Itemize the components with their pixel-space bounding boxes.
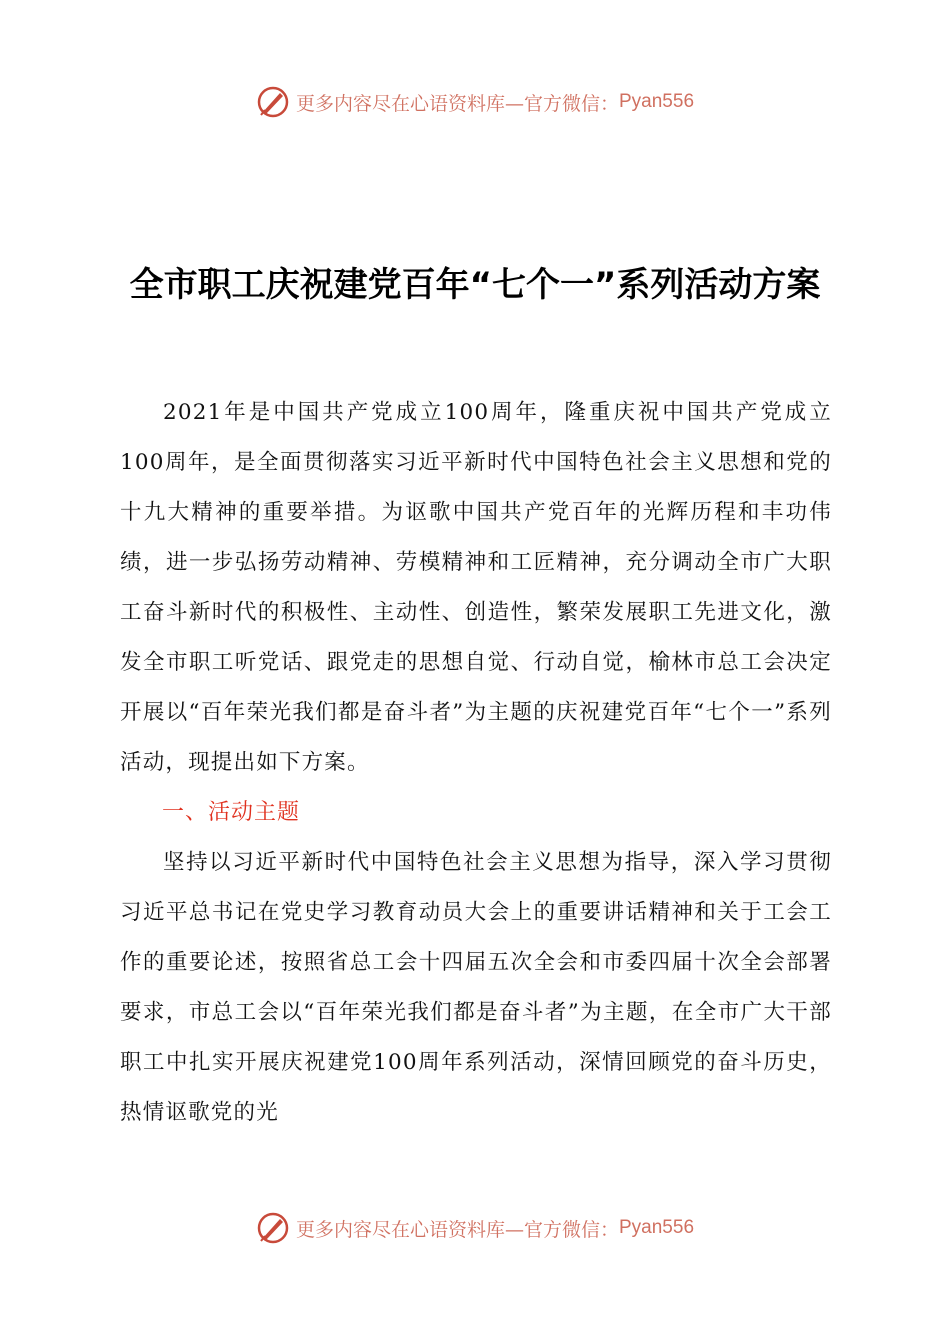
- pen-circle-icon: [256, 1211, 290, 1245]
- watermark-wechat-id: Pyan556: [619, 91, 695, 112]
- watermark-wechat-id: Pyan556: [619, 1217, 695, 1238]
- section-heading: 一、活动主题: [162, 800, 301, 825]
- watermark-header: [0, 82, 950, 122]
- intro-paragraph: 2021年是中国共产党成立100周年，隆重庆祝中国共产党成立100周年，是全面贯彻落实习近平新时代中国特色社会主义思想和党的十九大精神的重要举措。为讴歌中国共产党百年的光辉历程和丰功伟绩，进一步弘扬劳动精神、劳模精神和工匠精神，充分调动全市广大职工奋斗新时代的积极性、主动性、创造性，繁荣发展职工先进文化，激发全市职工听党话、跟党走的思想自觉、行动自觉，榆林市总工会决定开展以“百年荣光我们都是奋斗者”为主题的庆祝建党百年“七个一”系列活动，现提出如下方案。: [120, 400, 832, 775]
- document-body: [120, 388, 832, 1138]
- watermark-text: 更多内容尽在心语资料库—官方微信：: [295, 1218, 619, 1241]
- watermark-footer: [0, 1208, 950, 1248]
- section-paragraph: 坚持以习近平新时代中国特色社会主义思想为指导，深入学习贯彻习近平总书记在党史学习教育动员大会上的重要讲话精神和关于工会工作的重要论述，按照省总工会十四届五次全会和市委四届十次全会部署要求，市总工会以“百年荣光我们都是奋斗者”为主题，在全市广大干部职工中扎实开展庆祝建党100周年系列活动，深情回顾党的奋斗历史，热情讴歌党的光: [120, 850, 832, 1125]
- watermark-text: 更多内容尽在心语资料库—官方微信：: [295, 92, 619, 115]
- pen-circle-icon: [256, 85, 290, 119]
- document-title: 全市职工庆祝建党百年“七个一”系列活动方案: [129, 265, 821, 305]
